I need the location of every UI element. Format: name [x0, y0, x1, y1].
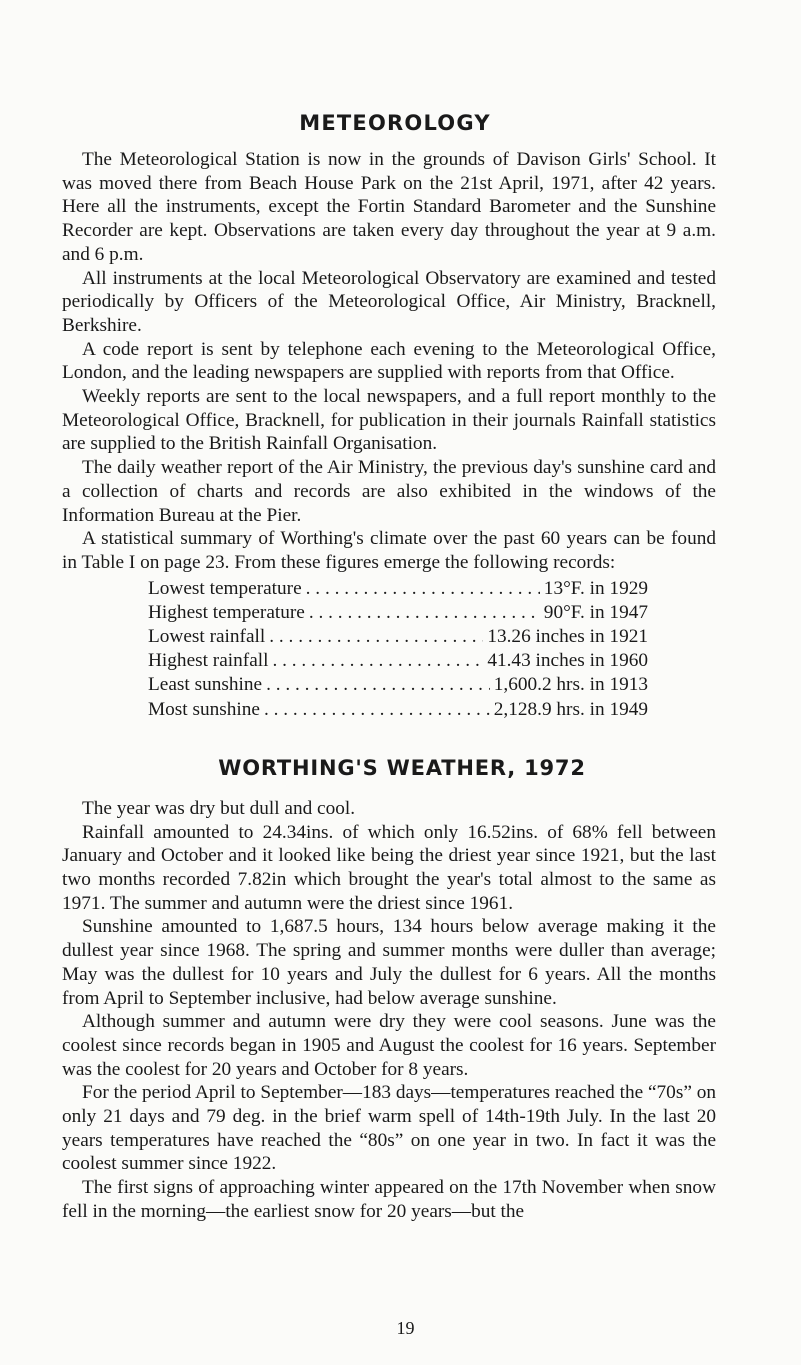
record-label: Most sunshine: [148, 698, 260, 720]
paragraph: Sunshine amounted to 1,687.5 hours, 134 hours below average making it the dullest year since 1968. The spring and summer months were duller than average; May was the dullest for 10 years and July the dullest for 6 years. All the months from April to September inclusive, had below average sunshine.: [62, 916, 716, 1009]
record-label: Lowest temperature: [148, 577, 302, 599]
record-label: Highest temperature: [148, 601, 305, 623]
record-value: 13°F. in 1929: [543, 577, 648, 599]
record-value: 1,600.2 hrs. in 1913: [493, 674, 648, 696]
record-row: [148, 577, 648, 601]
record-value: 90°F. in 1947: [543, 601, 648, 623]
record-value: 41.43 inches in 1960: [487, 650, 648, 672]
leader-dots: [306, 577, 540, 601]
record-value: 13.26 inches in 1921: [487, 626, 648, 648]
page-title: METEOROLOGY: [299, 111, 491, 135]
record-row: [148, 649, 648, 673]
paragraph: The Meteorological Station is now in the grounds of Davison Girls' School. It was moved there from Beach House Park on the 21st April, 1971, after 42 years. Here all the instruments, except the Fortin Standard Barometer and the Sunshine Recorder are kept. Observations are taken every day throughout the year at 9 a.m. and 6 p.m.: [62, 149, 716, 265]
paragraph: A code report is sent by telephone each evening to the Meteorological Office, London, and the leading newspapers are supplied with reports from that Office.: [62, 338, 716, 384]
section-title: WORTHING'S WEATHER, 1972: [218, 755, 586, 780]
page-number: 19: [396, 1318, 415, 1338]
paragraph: The daily weather report of the Air Ministry, the previous day's sunshine card and a collection of charts and records are also exhibited in the windows of the Information Bureau at the Pier.: [62, 457, 716, 526]
paragraph: Although summer and autumn were dry they were cool seasons. June was the coolest since records began in 1905 and August the coolest for 16 years. September was the coolest for 20 years and October for 8 years.: [62, 1011, 716, 1080]
record-value: 2,128.9 hrs. in 1949: [493, 698, 648, 720]
paragraph: Weekly reports are sent to the local newspapers, and a full report monthly to the Meteorological Office, Bracknell, for publication in their journals Rainfall statistics are supplied to the British Rainfall Organisation.: [62, 386, 716, 455]
leader-dots: [309, 601, 540, 625]
leader-dots: [264, 698, 490, 722]
record-row: [148, 698, 648, 722]
paragraph: The first signs of approaching winter appeared on the 17th November when snow fell in the morning—the earliest snow for 20 years—but the: [62, 1177, 716, 1222]
record-label: Least sunshine: [148, 674, 263, 696]
record-label: Lowest rainfall: [148, 626, 266, 648]
intro-section: [62, 148, 716, 575]
weather-section: [62, 797, 716, 1224]
paragraph: All instruments at the local Meteorological Observatory are examined and tested periodically by Officers of the Meteorological Office, Air Ministry, Bracknell, Berkshire.: [62, 267, 716, 336]
leader-dots: [269, 625, 483, 649]
leader-dots: [272, 649, 483, 673]
record-row: [148, 625, 648, 649]
paragraph: For the period April to September—183 days—temperatures reached the “70s” on only 21 days and 79 deg. in the brief warm spell of 14th-19th July. In the last 20 years temperatures have reached the “80s” on one year in two. In fact it was the coolest summer since 1922.: [62, 1082, 716, 1175]
paragraph: A statistical summary of Worthing's climate over the past 60 years can be found in Table I on page 23. From these figures emerge the following records:: [62, 528, 716, 573]
records-list: [62, 577, 648, 722]
record-row: [148, 601, 648, 625]
paragraph: Rainfall amounted to 24.34ins. of which only 16.52ins. of 68% fell between January and October and it looked like being the driest year since 1921, but the last two months recorded 7.82in which brought the year's total almost to the same as 1971. The summer and autumn were the driest since 1961.: [62, 821, 716, 914]
record-row: [148, 673, 648, 697]
record-label: Highest rainfall: [148, 650, 269, 672]
paragraph: The year was dry but dull and cool.: [82, 797, 356, 819]
leader-dots: [266, 673, 490, 697]
